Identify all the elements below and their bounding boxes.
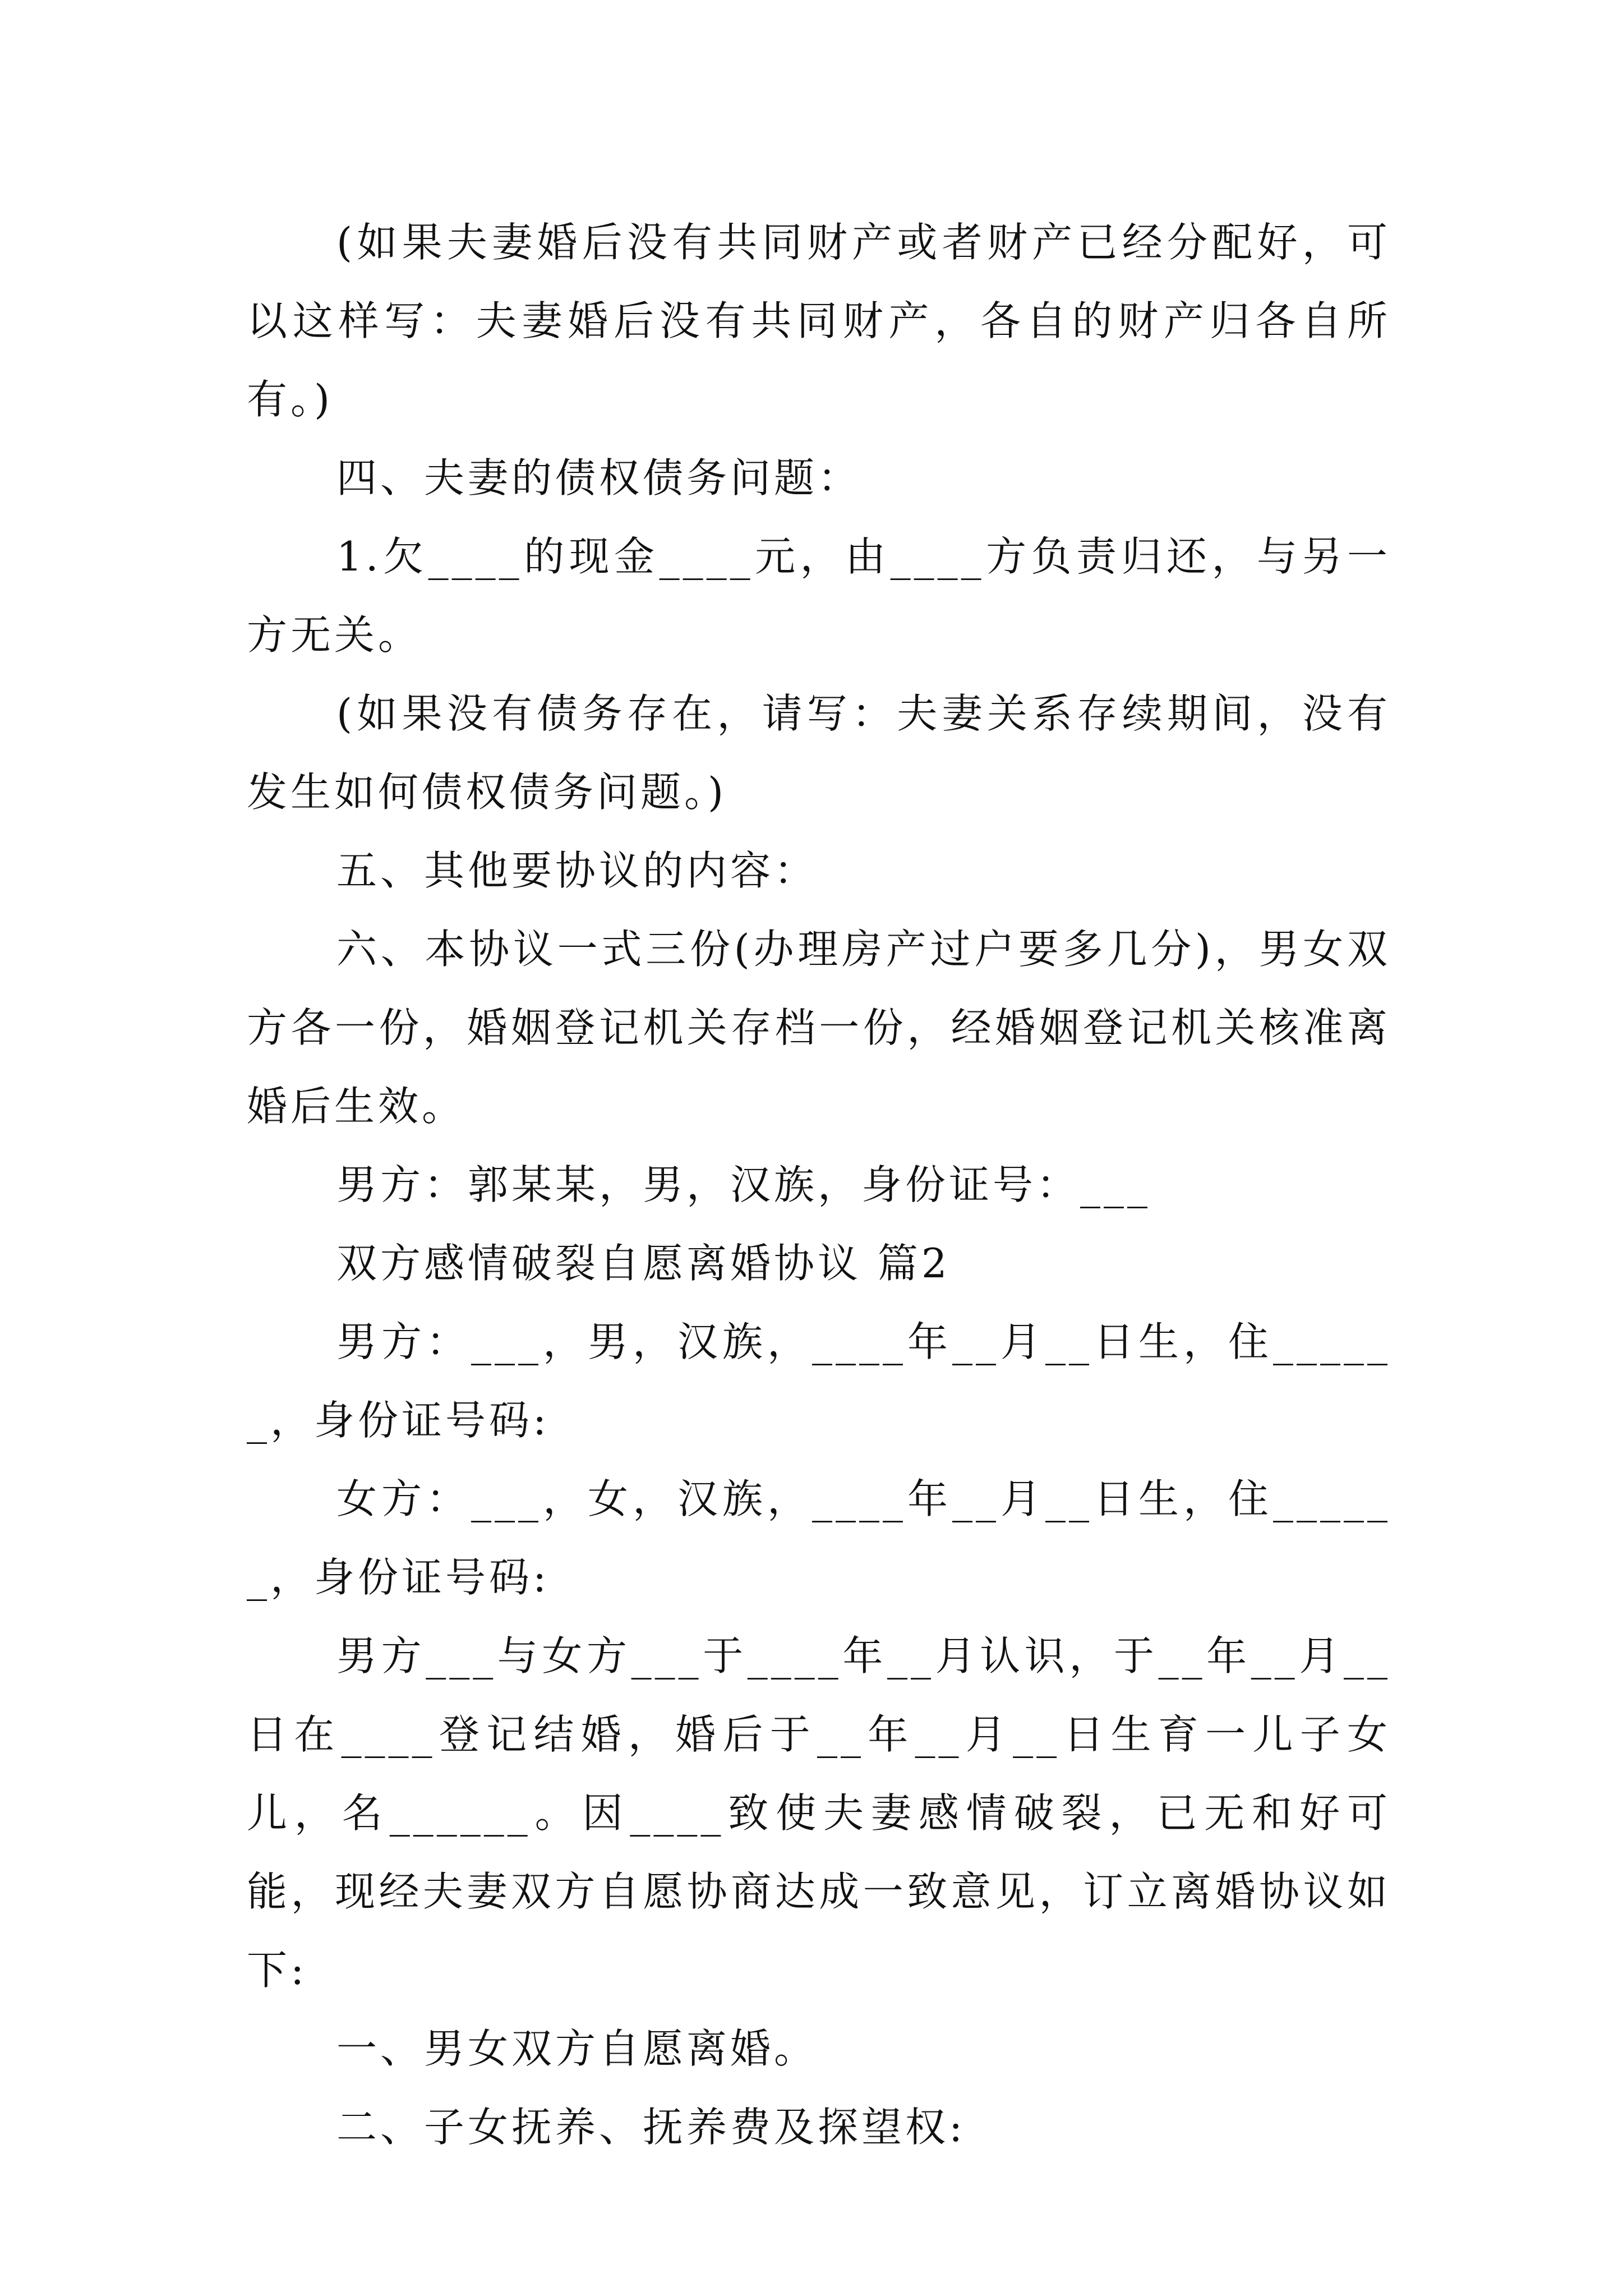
paragraph-clause-2: 二、子女抚养、抚养费及探望权: bbox=[336, 2104, 966, 2151]
paragraph-male-party-example: 男方：郭某某，男，汉族，身份证号：___ bbox=[336, 1161, 1151, 1208]
paragraph-debt-note: (如果没有债务存在，请写：夫妻关系存续期间，没有发生如何债权债务问题。) bbox=[247, 690, 1391, 816]
paragraph-clause-1: 一、男女双方自愿离婚。 bbox=[336, 2025, 818, 2072]
paragraph-female-party: 女方：___，女，汉族，____年__月__日生，住______，身份证号码: bbox=[247, 1475, 1391, 1601]
paragraph-male-party: 男方：___，男，汉族，____年__月__日生，住______，身份证号码: bbox=[247, 1318, 1391, 1444]
document-body bbox=[247, 203, 1391, 2166]
section-title-part-2: 双方感情破裂自愿离婚协议 篇2 bbox=[336, 1240, 951, 1287]
paragraph-debt-item-1: 1.欠____的现金____元，由____方负责归还，与另一方无关。 bbox=[247, 533, 1391, 659]
paragraph-debt-heading: 四、夫妻的债权债务问题： bbox=[336, 454, 862, 501]
paragraph-other-content: 五、其他要协议的内容： bbox=[336, 847, 818, 894]
paragraph-property-note: (如果夫妻婚后没有共同财产或者财产已经分配好，可以这样写：夫妻婚后没有共同财产，各自的财产归各自所有。) bbox=[247, 219, 1391, 423]
paragraph-marriage-background: 男方___与女方___于____年__月认识，于__年__月__日在____登记结婚，婚后于__年__月__日生育一儿子女儿，名______。因____致使夫妻感情破裂，已无和好可能，现经夫妻双方自愿协商达成一致意见，订立离婚协议如下: bbox=[247, 1632, 1391, 1994]
paragraph-copies: 六、本协议一式三份(办理房产过户要多几分)，男女双方各一份，婚姻登记机关存档一份，经婚姻登记机关核准离婚后生效。 bbox=[247, 926, 1391, 1130]
